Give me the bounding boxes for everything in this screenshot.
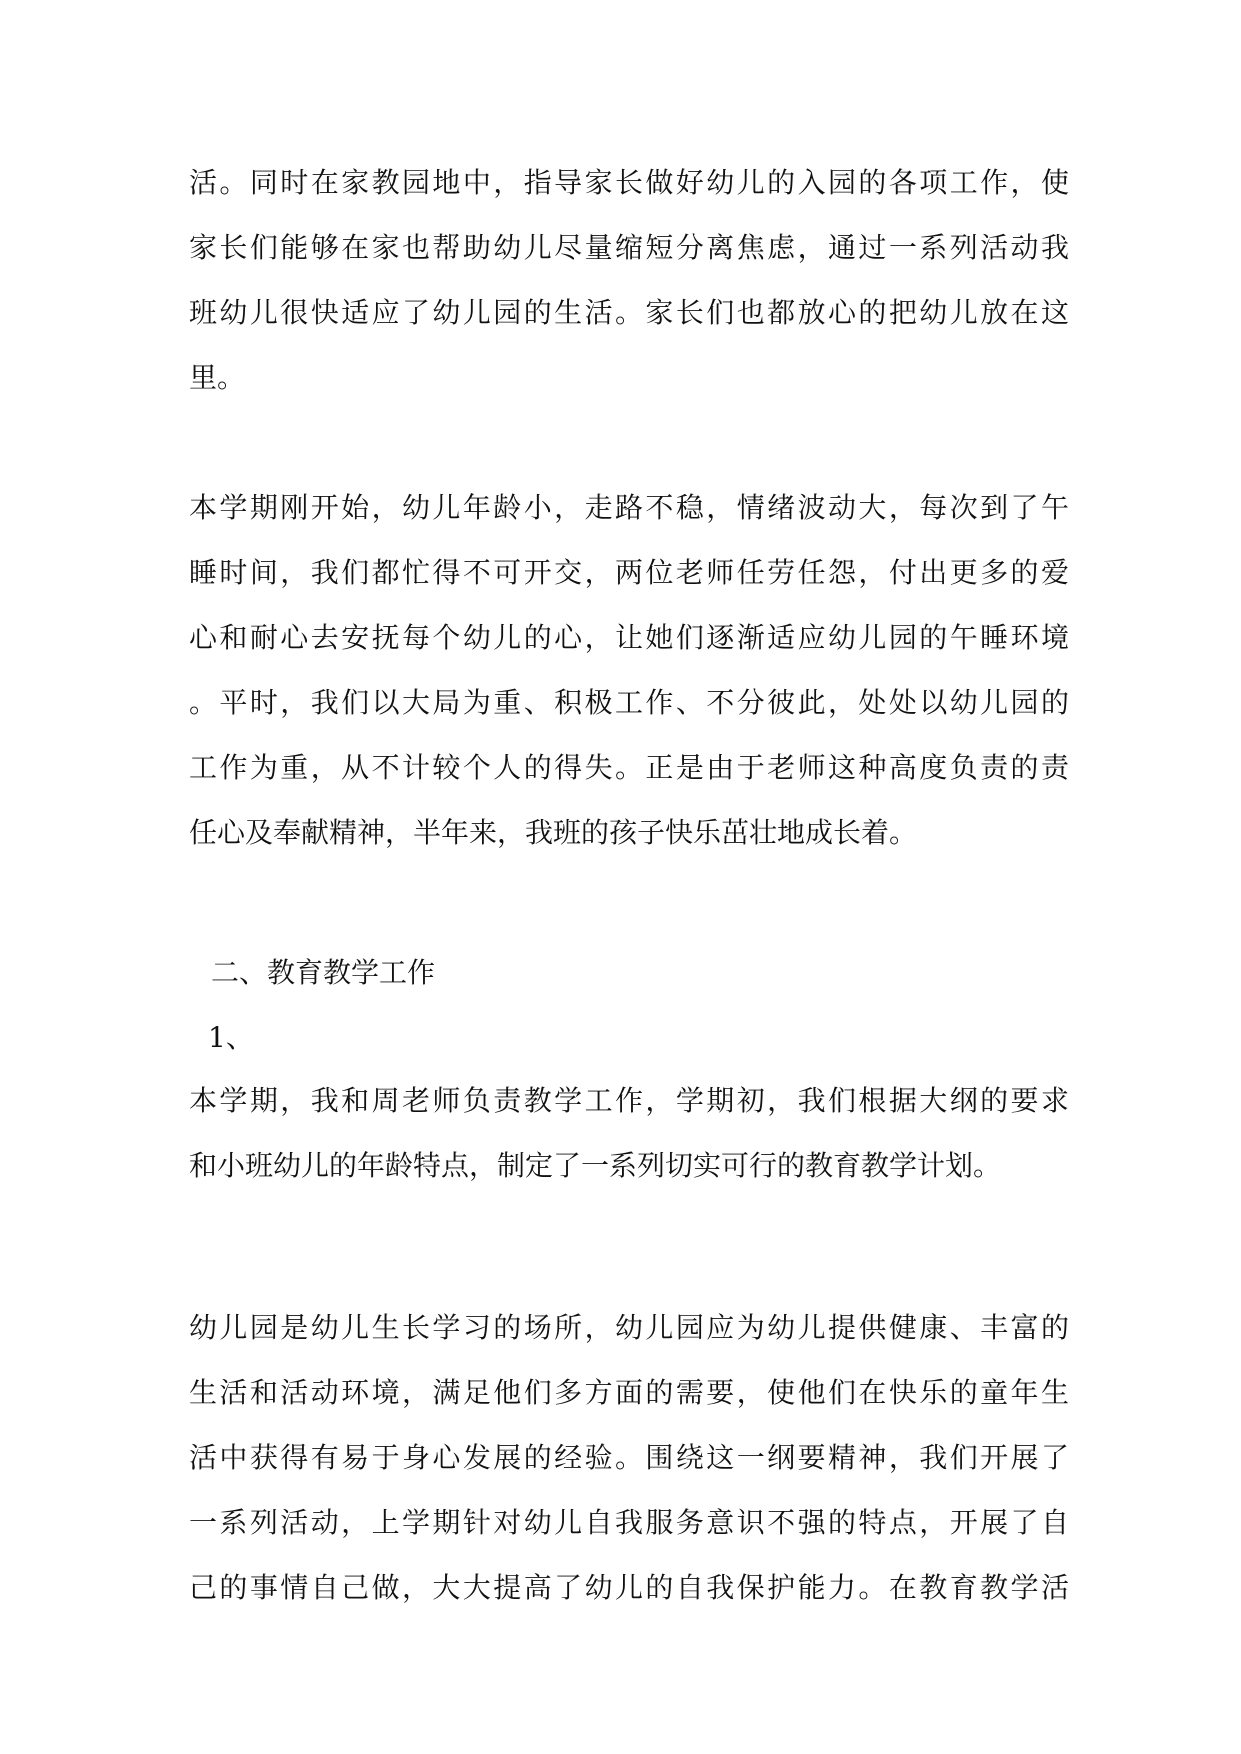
text-line: 班幼儿很快适应了幼儿园的生活。家长们也都放心的把幼儿放在这	[189, 296, 1069, 329]
text-line: 家长们能够在家也帮助幼儿尽量缩短分离焦虑，通过一系列活动我	[189, 231, 1069, 264]
text-line: 心和耐心去安抚每个幼儿的心，让她们逐渐适应幼儿园的午睡环境	[189, 621, 1069, 654]
text-line: 和小班幼儿的年龄特点，制定了一系列切实可行的教育教学计划。	[189, 1149, 1002, 1182]
item-number	[208, 1005, 1088, 1070]
paragraph-nap-time	[189, 475, 1069, 865]
text-line: 活中获得有易于身心发展的经验。围绕这一纲要精神，我们开展了	[189, 1441, 1069, 1474]
text-line: 。平时，我们以大局为重、积极工作、不分彼此，处处以幼儿园的	[189, 686, 1069, 719]
text-line: 活。同时在家教园地中，指导家长做好幼儿的入园的各项工作，使	[189, 166, 1069, 199]
text-line: 本学期刚开始，幼儿年龄小，走路不稳，情绪波动大，每次到了午	[189, 491, 1069, 524]
text-line: 工作为重，从不计较个人的得失。正是由于老师这种高度负责的责	[189, 751, 1069, 784]
paragraph-kindergarten-environment	[189, 1295, 1069, 1620]
text-line: 己的事情自己做，大大提高了幼儿的自我保护能力。在教育教学活	[189, 1571, 1069, 1604]
item-number-text: 1、	[208, 1021, 254, 1054]
text-line: 生活和活动环境，满足他们多方面的需要，使他们在快乐的童年生	[189, 1376, 1069, 1409]
section-heading	[211, 940, 1091, 1005]
text-line: 幼儿园是幼儿生长学习的场所，幼儿园应为幼儿提供健康、丰富的	[189, 1311, 1069, 1344]
paragraph-home-school	[189, 150, 1069, 410]
text-line: 里。	[189, 361, 246, 394]
section-heading-text: 二、教育教学工作	[211, 956, 436, 989]
paragraph-teaching-plan	[189, 1068, 1069, 1198]
text-line: 任心及奉献精神，半年来，我班的孩子快乐茁壮地成长着。	[189, 816, 918, 849]
text-line: 一系列活动，上学期针对幼儿自我服务意识不强的特点，开展了自	[189, 1506, 1069, 1539]
text-line: 睡时间，我们都忙得不可开交，两位老师任劳任怨，付出更多的爱	[189, 556, 1069, 589]
text-line: 本学期，我和周老师负责教学工作，学期初，我们根据大纲的要求	[189, 1084, 1069, 1117]
